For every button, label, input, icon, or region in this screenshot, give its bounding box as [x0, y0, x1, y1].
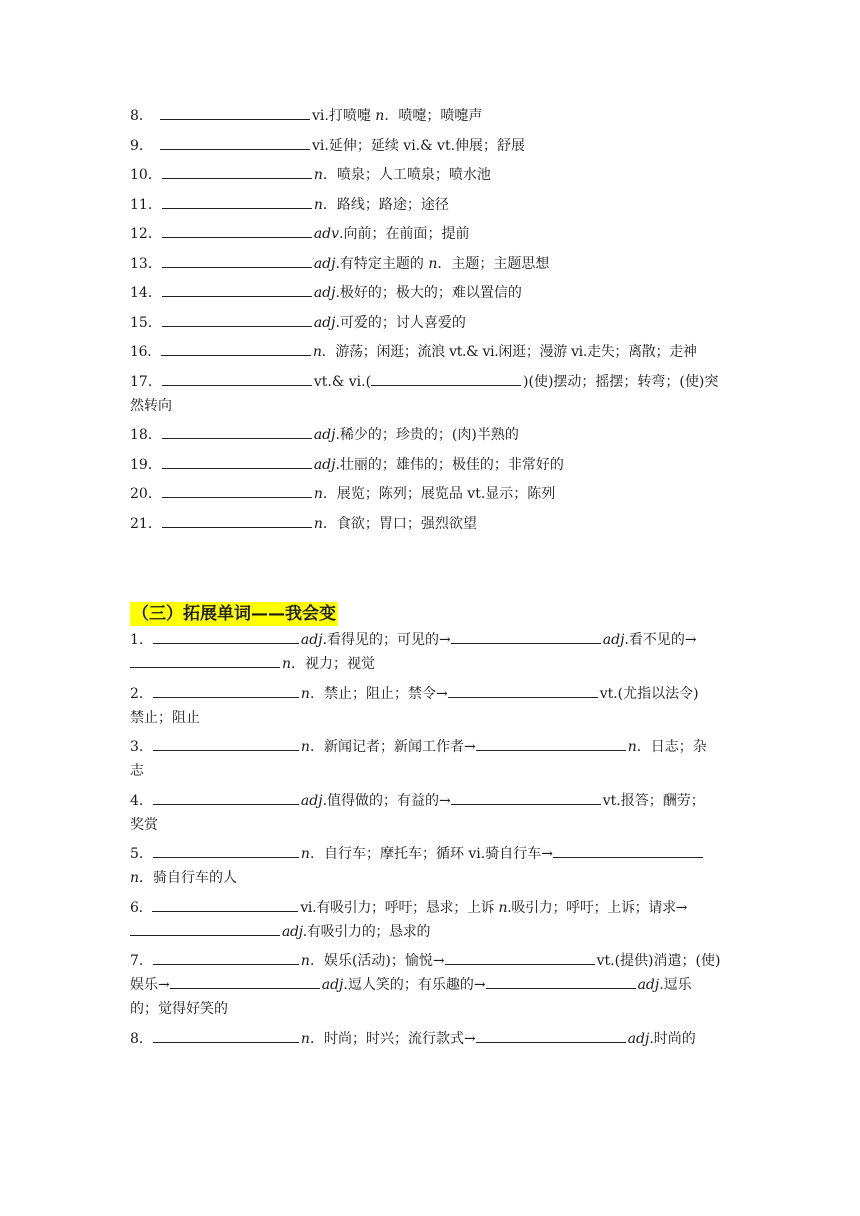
answer-blank[interactable] [160, 105, 310, 120]
list-item: 7． n．娱乐(活动)；愉悦→ vt.(提供)消遣；(使) 娱乐→ adj.逗人笑的；有乐趣的→ adj.逗乐 的；觉得好笑的 [130, 949, 730, 1021]
list-item: 11． n．路线；路途；途径 [130, 193, 730, 223]
answer-blank[interactable] [153, 683, 299, 698]
answer-blank[interactable] [130, 653, 280, 668]
list-item: 17． vt.& vi.( )(使)摆动；摇摆；转弯；(使)突 然转向 [130, 370, 730, 418]
answer-blank[interactable] [130, 921, 280, 936]
list-item: 15． adj.可爱的；讨人喜爱的 [130, 311, 730, 341]
answer-blank[interactable] [448, 683, 598, 698]
list-item: 14． adj.极好的；极大的；难以置信的 [130, 281, 730, 311]
answer-blank[interactable] [451, 790, 601, 805]
answer-blank[interactable] [553, 843, 703, 858]
answer-blank[interactable] [162, 164, 312, 179]
list-item: 5． n．自行车；摩托车；循环 vi.骑自行车→ n．骑自行车的人 [130, 842, 730, 890]
worksheet-page [130, 104, 730, 1056]
answer-blank[interactable] [371, 371, 521, 386]
list-item: 9． vi.延伸；延续 vi.& vt.伸展；舒展 [130, 134, 730, 164]
list-item: 10． n．喷泉；人工喷泉；喷水池 [130, 163, 730, 193]
answer-blank[interactable] [162, 454, 312, 469]
list-item: 13． adj.有特定主题的 n．主题；主题思想 [130, 252, 730, 282]
list-item: 8． n．时尚；时兴；流行款式→ adj.时尚的 [130, 1027, 730, 1051]
answer-blank[interactable] [153, 950, 299, 965]
list-item: 21． n．食欲；胃口；强烈欲望 [130, 512, 730, 542]
answer-blank[interactable] [486, 974, 636, 989]
answer-blank[interactable] [153, 736, 299, 751]
answer-blank[interactable] [476, 1028, 626, 1043]
list-item: 16． n．游荡；闲逛；流浪 vt.& vi.闲逛；漫游 vi.走失；离散；走神 [130, 340, 730, 370]
list-item: 2． n．禁止；阻止；禁令→ vt.(尤指以法令) 禁止；阻止 [130, 682, 730, 730]
answer-blank[interactable] [161, 341, 311, 356]
vocab-list-part2 [130, 104, 730, 541]
answer-blank[interactable] [162, 483, 312, 498]
answer-blank[interactable] [153, 629, 299, 644]
answer-blank[interactable] [162, 223, 312, 238]
answer-blank[interactable] [162, 194, 312, 209]
answer-blank[interactable] [445, 950, 595, 965]
answer-blank[interactable] [153, 843, 299, 858]
answer-blank[interactable] [451, 629, 601, 644]
list-item: 8． vi.打喷嚏 n．喷嚏；喷嚏声 [130, 104, 730, 134]
answer-blank[interactable] [152, 897, 298, 912]
section-heading: （三）拓展单词——我会变 [132, 604, 336, 624]
answer-blank[interactable] [153, 1028, 299, 1043]
answer-blank[interactable] [153, 790, 299, 805]
list-item: 20． n．展览；陈列；展览品 vt.显示；陈列 [130, 482, 730, 512]
list-item: 6． vi.有吸引力；呼吁；恳求；上诉 n.吸引力；呼吁；上诉；请求→ adj.有吸引力的；恳求的 [130, 896, 730, 944]
answer-blank[interactable] [476, 736, 626, 751]
section-heading-row [130, 602, 730, 626]
answer-blank[interactable] [162, 282, 312, 297]
list-item: 18． adj.稀少的；珍贵的；(肉)半熟的 [130, 423, 730, 453]
list-item: 19． adj.壮丽的；雄伟的；极佳的；非常好的 [130, 453, 730, 483]
list-item: 1． adj.看得见的；可见的→ adj.看不见的→ n．视力；视觉 [130, 628, 730, 676]
list-item: 4． adj.值得做的；有益的→ vt.报答；酬劳； 奖赏 [130, 789, 730, 837]
answer-blank[interactable] [162, 371, 312, 386]
list-item: 3． n．新闻记者；新闻工作者→ n．日志；杂 志 [130, 735, 730, 783]
answer-blank[interactable] [162, 513, 312, 528]
answer-blank[interactable] [160, 135, 310, 150]
answer-blank[interactable] [162, 253, 312, 268]
answer-blank[interactable] [162, 424, 312, 439]
answer-blank[interactable] [162, 312, 312, 327]
list-item: 12． adv.向前；在前面；提前 [130, 222, 730, 252]
vocab-list-part3 [130, 628, 730, 1051]
answer-blank[interactable] [170, 974, 320, 989]
